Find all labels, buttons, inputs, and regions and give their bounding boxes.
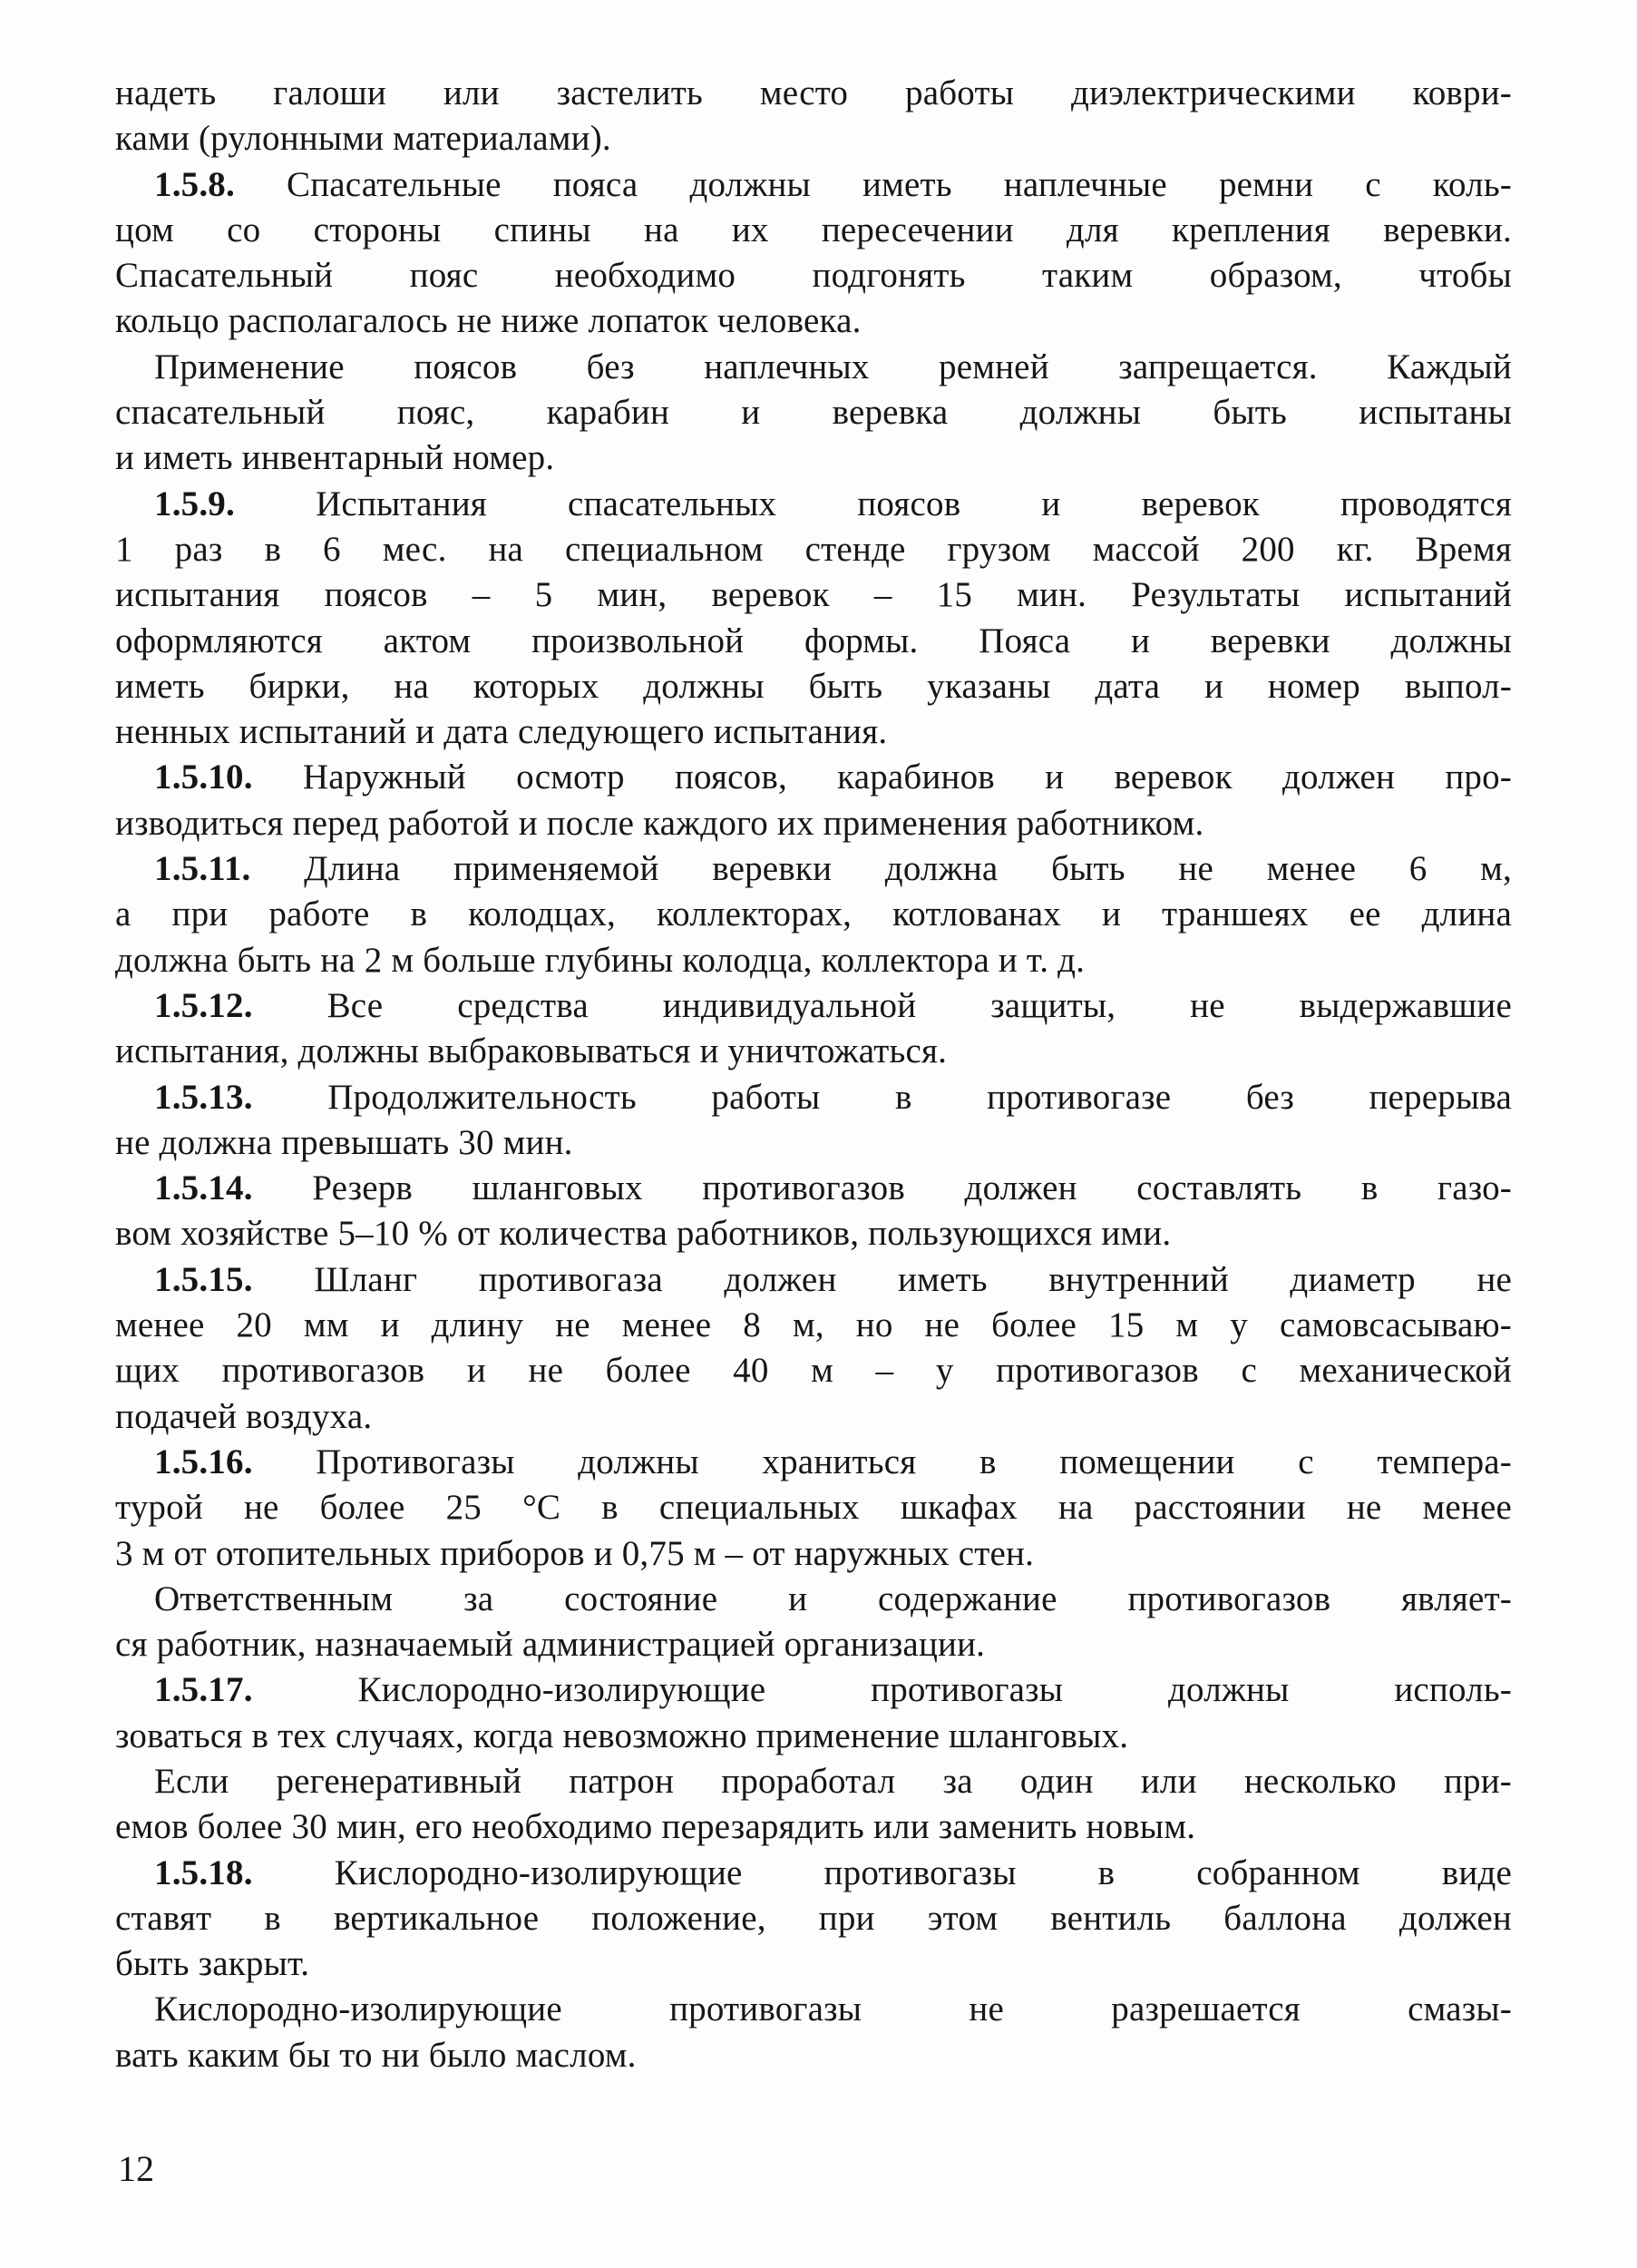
text-line: 1.5.10. Наружный осмотр поясов, карабинов и веревок должен про- — [154, 758, 1512, 797]
text-line: ками (рулонными материалами). — [115, 119, 611, 159]
text-line: и иметь инвентарный номер. — [115, 438, 555, 478]
text-line: цом со стороны спины на их пересечении для крепления веревки. — [115, 210, 1512, 249]
text-line: Если регенеративный патрон проработал за один или несколько при- — [154, 1761, 1512, 1801]
clause-number: 1.5.14. — [154, 1168, 253, 1208]
text-line: не должна превышать 30 мин. — [115, 1122, 573, 1162]
paragraph — [115, 162, 1512, 345]
text-line: 3 м от отопительных приборов и 0,75 м – от наружных стен. — [115, 1533, 1035, 1573]
paragraph — [115, 1577, 1512, 1668]
paragraph — [115, 1075, 1512, 1167]
text-line: оформляются актом произвольной формы. Пояса и веревки должны — [115, 621, 1512, 660]
text-line: 1.5.18. Кислородно-изолирующие противогазы в собранном виде — [154, 1853, 1512, 1892]
body-text — [115, 71, 1512, 2078]
clause-number: 1.5.15. — [154, 1259, 253, 1299]
text-line: вом хозяйстве 5–10 % от количества работников, пользующихся ими. — [115, 1214, 1172, 1254]
text-line: щих противогазов и не более 40 м – у противогазов с механической — [115, 1351, 1512, 1391]
paragraph — [115, 482, 1512, 756]
paragraph — [115, 1759, 1512, 1851]
clause-number: 1.5.9. — [154, 484, 235, 523]
text-line: 1.5.15. Шланг противогаза должен иметь внутренний диаметр не — [154, 1259, 1512, 1299]
text-line: надеть галоши или застелить место работы диэлектрическими коври- — [115, 73, 1512, 112]
text-line: ся работник, назначаемый администрацией организации. — [115, 1625, 986, 1665]
text-line: 1.5.8. Спасательные пояса должны иметь наплечные ремни с коль- — [154, 164, 1512, 204]
text-line: зоваться в тех случаях, когда невозможно применение шланговых. — [115, 1716, 1129, 1755]
text-line: а при работе в колодцах, коллекторах, котлованах и траншеях ее длина — [115, 894, 1512, 934]
paragraph — [115, 1257, 1512, 1440]
text-line: ставят в вертикальное положение, при этом вентиль баллона должен — [115, 1898, 1512, 1938]
clause-number: 1.5.11. — [154, 849, 251, 889]
text-line: 1.5.14. Резерв шланговых противогазов должен составлять в газо- — [154, 1168, 1512, 1208]
paragraph — [115, 345, 1512, 482]
text-line: изводиться перед работой и после каждого их применения работником. — [115, 803, 1204, 843]
clause-number: 1.5.16. — [154, 1442, 253, 1481]
clause-number: 1.5.18. — [154, 1853, 253, 1892]
text-line: подачей воздуха. — [115, 1396, 373, 1436]
paragraph — [115, 1851, 1512, 1988]
text-line: 1.5.12. Все средства индивидуальной защиты, не выдержавшие — [154, 985, 1512, 1025]
text-line: испытания, должны выбраковываться и уничтожаться. — [115, 1031, 948, 1071]
text-line: ненных испытаний и дата следующего испытания. — [115, 712, 888, 752]
paragraph — [115, 1987, 1512, 2078]
text-line: иметь бирки, на которых должны быть указаны дата и номер выпол- — [115, 666, 1512, 706]
text-line: 1 раз в 6 мес. на специальном стенде грузом массой 200 кг. Время — [115, 529, 1512, 569]
paragraph — [115, 71, 1512, 162]
text-line: Применение поясов без наплечных ремней запрещается. Каждый — [154, 347, 1512, 386]
clause-number: 1.5.17. — [154, 1670, 253, 1710]
text-line: вать каким бы то ни было маслом. — [115, 2035, 637, 2075]
paragraph — [115, 1440, 1512, 1577]
paragraph — [115, 1166, 1512, 1257]
text-line: спасательный пояс, карабин и веревка должны быть испытаны — [115, 393, 1512, 433]
text-line: менее 20 мм и длину не менее 8 м, но не более 15 м у самовсасываю- — [115, 1305, 1512, 1345]
text-line: 1.5.9. Испытания спасательных поясов и веревок проводятся — [154, 484, 1512, 523]
text-line: 1.5.13. Продолжительность работы в противогазе без перерыва — [154, 1077, 1512, 1117]
text-line: емов более 30 мин, его необходимо перезарядить или заменить новым. — [115, 1807, 1196, 1847]
paragraph — [115, 755, 1512, 846]
clause-number: 1.5.8. — [154, 164, 235, 204]
text-line: кольцо располагалось не ниже лопаток человека. — [115, 301, 862, 341]
text-line: испытания поясов – 5 мин, веревок – 15 мин. Результаты испытаний — [115, 575, 1512, 615]
text-line: быть закрыт. — [115, 1944, 310, 1984]
page-number: 12 — [118, 2148, 154, 2189]
text-line: 1.5.17. Кислородно-изолирующие противогазы должны исполь- — [154, 1670, 1512, 1710]
clause-number: 1.5.10. — [154, 758, 253, 797]
paragraph — [115, 1667, 1512, 1759]
text-line: турой не более 25 °С в специальных шкафах на расстоянии не менее — [115, 1488, 1512, 1528]
text-line: 1.5.16. Противогазы должны храниться в помещении с темпера- — [154, 1442, 1512, 1481]
text-line: Кислородно-изолирующие противогазы не разрешается смазы- — [154, 1989, 1512, 2029]
clause-number: 1.5.12. — [154, 985, 253, 1025]
text-line: Ответственным за состояние и содержание противогазов являет- — [154, 1579, 1512, 1618]
text-line: 1.5.11. Длина применяемой веревки должна быть не менее 6 м, — [154, 849, 1512, 889]
clause-number: 1.5.13. — [154, 1077, 253, 1117]
text-line: должна быть на 2 м больше глубины колодца, коллектора и т. д. — [115, 940, 1086, 980]
paragraph — [115, 983, 1512, 1075]
paragraph — [115, 846, 1512, 983]
text-line: Спасательный пояс необходимо подгонять таким образом, чтобы — [115, 256, 1512, 296]
